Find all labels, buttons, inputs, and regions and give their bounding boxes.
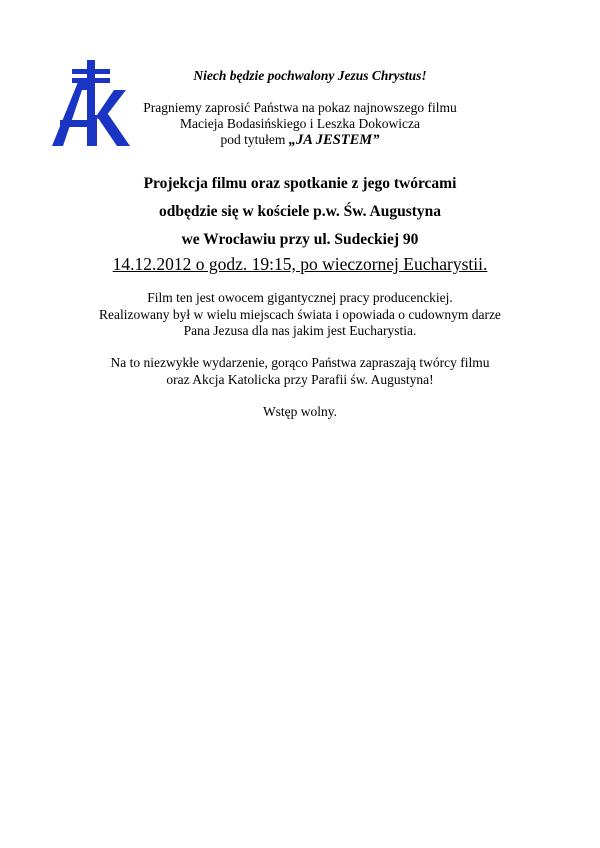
free-entry-text: Wstęp wolny. [262, 404, 338, 419]
description-line: Film ten jest owocem gigantycznej pracy producenckiej. [147, 290, 453, 305]
invitation-line: Na to niezwykłe wydarzenie, gorąco Państwa zapraszają twórcy filmu [110, 355, 490, 370]
intro-line-title [140, 132, 460, 148]
event-date-line: 14.12.2012 o godz. 19:15, po wieczornej Eucharystii. [112, 254, 488, 274]
projection-line: Projekcja filmu oraz spotkanie z jego twórcami [143, 175, 457, 192]
projection-info [80, 170, 520, 254]
intro-paragraph [140, 100, 460, 148]
akcja-katolicka-logo-icon [52, 60, 130, 146]
film-title: „JA JESTEM” [288, 132, 380, 148]
film-description [60, 290, 540, 340]
projection-line: odbędzie się w kościele p.w. Św. Augustyna [158, 203, 442, 220]
invitation-line: oraz Akcja Katolicka przy Parafii św. Augustyna! [166, 371, 434, 387]
projection-line: we Wrocławiu przy ul. Sudeckiej 90 [181, 231, 419, 248]
description-line: Pana Jezusa dla nas jakim jest Eucharystia. [183, 323, 417, 338]
description-line: Realizowany był w wielu miejscach świata i opowiada o cudownym darze [99, 306, 501, 322]
invitation-text [60, 355, 540, 388]
intro-line: Pragniemy zaprosić Państwa na pokaz najnowszego filmu [143, 100, 457, 115]
greeting-text: Niech będzie pochwalony Jezus Chrystus! [193, 68, 427, 83]
intro-title-prefix: pod tytułem [220, 132, 289, 147]
intro-line: Macieja Bodasińskiego i Leszka Dokowicza [180, 116, 420, 131]
